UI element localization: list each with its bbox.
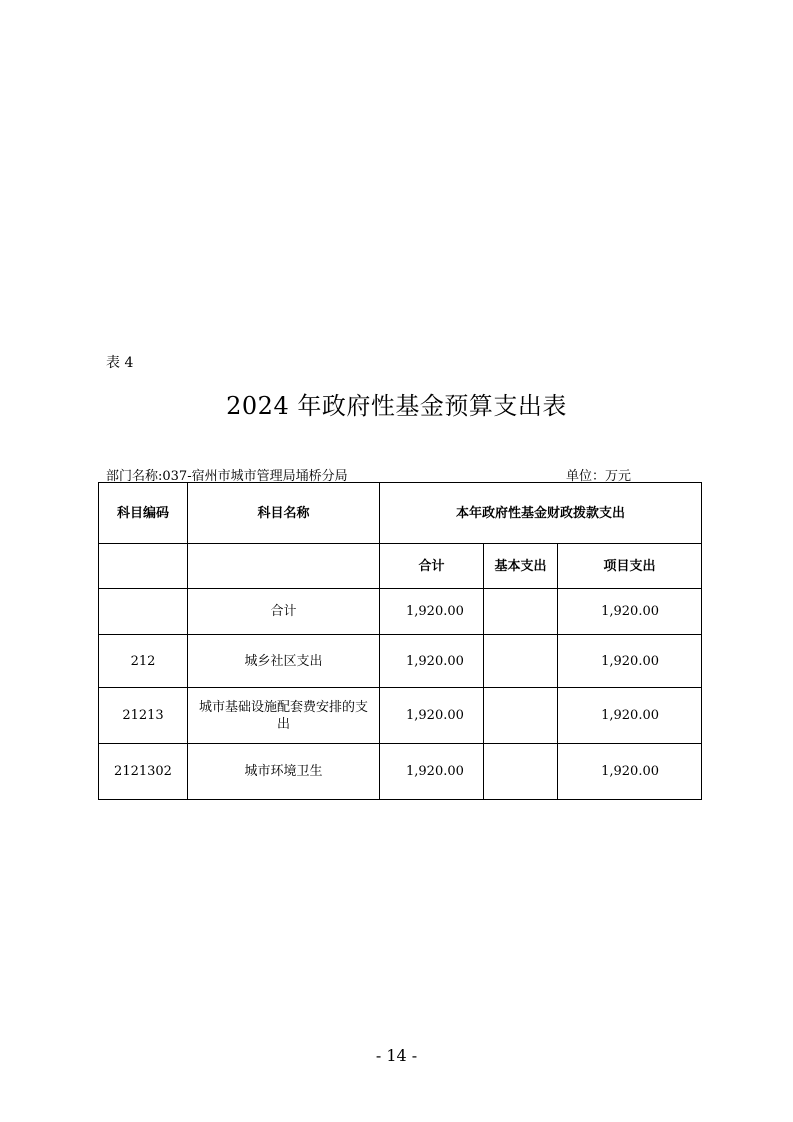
header-project: 项目支出 xyxy=(558,544,702,589)
table-row xyxy=(99,744,702,800)
header-row-sub xyxy=(99,544,702,589)
page-number: - 14 - xyxy=(375,1046,418,1065)
unit-label: 单位：万元 xyxy=(566,469,632,484)
header-code-empty xyxy=(99,544,188,589)
cell-basic xyxy=(484,688,558,744)
cell-total: 1,920.00 xyxy=(380,688,484,744)
cell-project: 1,920.00 xyxy=(558,688,702,744)
cell-basic xyxy=(484,589,558,635)
header-row-main xyxy=(99,483,702,544)
header-basic: 基本支出 xyxy=(484,544,558,589)
cell-basic xyxy=(484,744,558,800)
header-total: 合计 xyxy=(380,544,484,589)
budget-table xyxy=(98,482,702,800)
page-title: 2024 年政府性基金预算支出表 xyxy=(226,392,567,420)
table-row xyxy=(99,688,702,744)
cell-code: 212 xyxy=(99,635,188,688)
header-group: 本年政府性基金财政拨款支出 xyxy=(380,483,702,544)
header-name: 科目名称 xyxy=(188,483,380,544)
cell-name: 城市环境卫生 xyxy=(188,744,380,800)
cell-project: 1,920.00 xyxy=(558,635,702,688)
cell-project: 1,920.00 xyxy=(558,744,702,800)
cell-project: 1,920.00 xyxy=(558,589,702,635)
cell-code: 21213 xyxy=(99,688,188,744)
table-label: 表 4 xyxy=(106,355,134,371)
table-row xyxy=(99,589,702,635)
cell-name: 合计 xyxy=(188,589,380,635)
department-name: 部门名称:037-宿州市城市管理局埇桥分局 xyxy=(106,469,348,484)
header-code: 科目编码 xyxy=(99,483,188,544)
header-name-empty xyxy=(188,544,380,589)
cell-code: 2121302 xyxy=(99,744,188,800)
cell-total: 1,920.00 xyxy=(380,589,484,635)
table-row xyxy=(99,635,702,688)
cell-basic xyxy=(484,635,558,688)
cell-total: 1,920.00 xyxy=(380,635,484,688)
cell-total: 1,920.00 xyxy=(380,744,484,800)
cell-name: 城乡社区支出 xyxy=(188,635,380,688)
cell-name: 城市基础设施配套费安排的支出 xyxy=(188,688,380,744)
cell-code xyxy=(99,589,188,635)
